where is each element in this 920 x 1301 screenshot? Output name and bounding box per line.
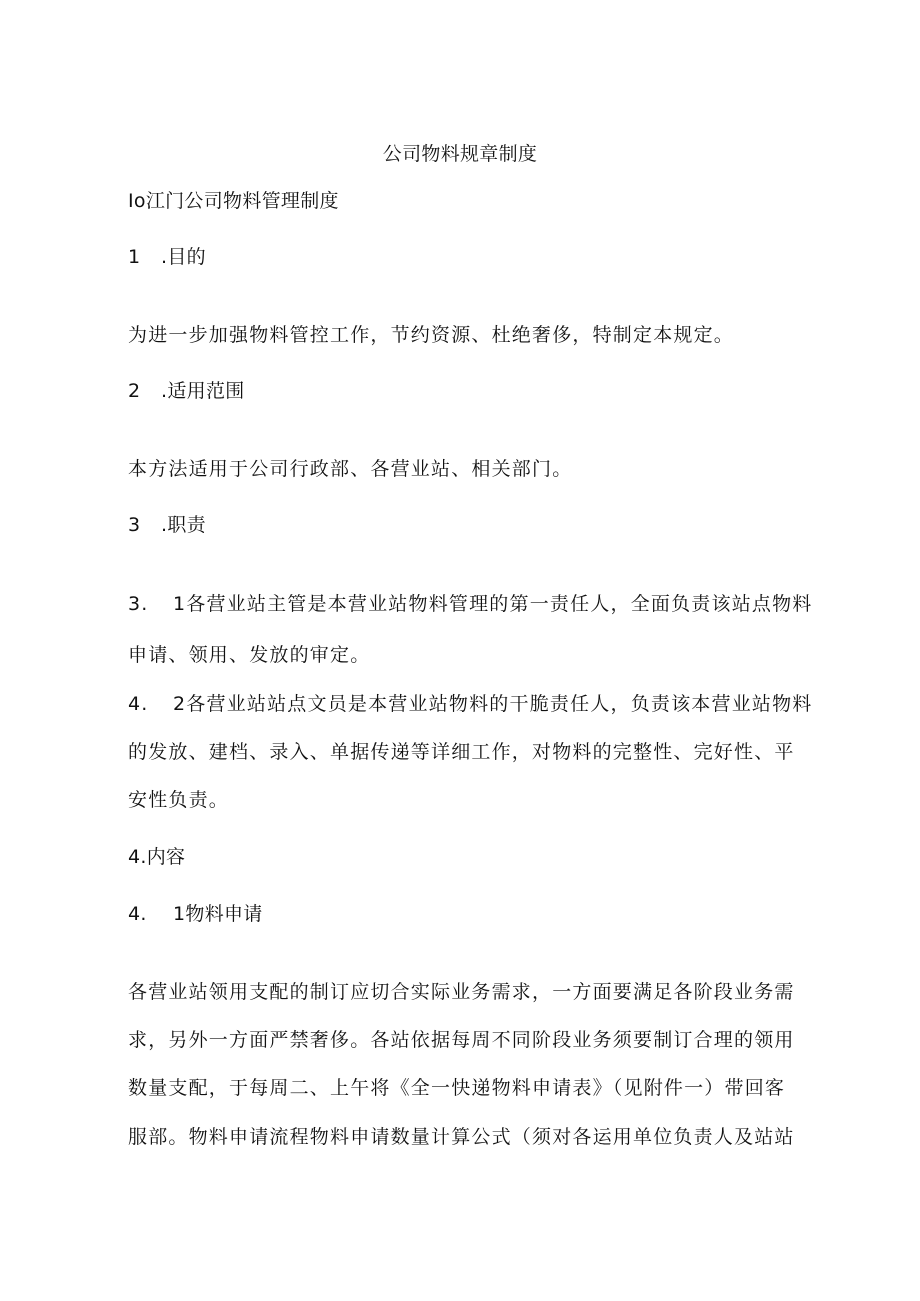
- paragraph-duty-2-line-3: 安性负责。: [128, 789, 230, 811]
- section-heading-duties: [128, 513, 206, 537]
- section-number: 3: [128, 514, 141, 536]
- section-number: 1: [128, 246, 141, 268]
- section-heading-scope: [128, 379, 245, 403]
- paragraph-duty-2-line-2: 的发放、建档、录入、单据传递等详细工作，对物料的完整性、完好性、平: [128, 741, 795, 763]
- section-heading-purpose: [128, 245, 206, 269]
- section-number: 2: [128, 380, 141, 402]
- item-text: 2各营业站站点文员是本营业站物料的干脆责任人，负责该本营业站物料: [173, 693, 813, 715]
- section-heading-text: .职责: [161, 514, 206, 536]
- paragraph-duty-1-line-1: [128, 592, 813, 616]
- section-heading-text: .目的: [161, 246, 206, 268]
- paragraph-scope: 本方法适用于公司行政部、各营业站、相关部门。: [128, 458, 573, 480]
- item-number: 4.: [128, 693, 149, 715]
- paragraph-request-line-1: 各营业站领用支配的制订应切合实际业务需求，一方面要满足各阶段业务需: [128, 981, 795, 1003]
- section-heading-text: .适用范围: [161, 380, 245, 402]
- paragraph-request-line-4: 服部。物料申请流程物料申请数量计算公式（须对各运用单位负责人及站站: [128, 1126, 795, 1148]
- item-text: 1各营业站主管是本营业站物料管理的第一责任人，全面负责该站点物料: [173, 593, 813, 615]
- subsection-heading-text: 1物料申请: [173, 903, 263, 925]
- section-heading-content: 4.内容: [128, 846, 186, 868]
- document-subtitle: Io江门公司物料管理制度: [128, 190, 339, 212]
- paragraph-request-line-3: 数量支配，于每周二、上午将《全一快递物料申请表》（见附件一）带回客: [128, 1077, 786, 1099]
- document-title: 公司物料规章制度: [382, 143, 538, 165]
- paragraph-duty-1-line-2: 申请、领用、发放的审定。: [128, 644, 371, 666]
- paragraph-duty-2-line-1: [128, 692, 813, 716]
- subsection-heading-material-request: [128, 902, 263, 926]
- paragraph-purpose: 为进一步加强物料管控工作，节约资源、杜绝奢侈，特制定本规定。: [128, 324, 735, 346]
- item-number: 4.: [128, 903, 147, 925]
- paragraph-request-line-2: 求，另外一方面严禁奢侈。各站依据每周不同阶段业务须要制订合理的领用: [128, 1029, 795, 1051]
- item-number: 3.: [128, 593, 149, 615]
